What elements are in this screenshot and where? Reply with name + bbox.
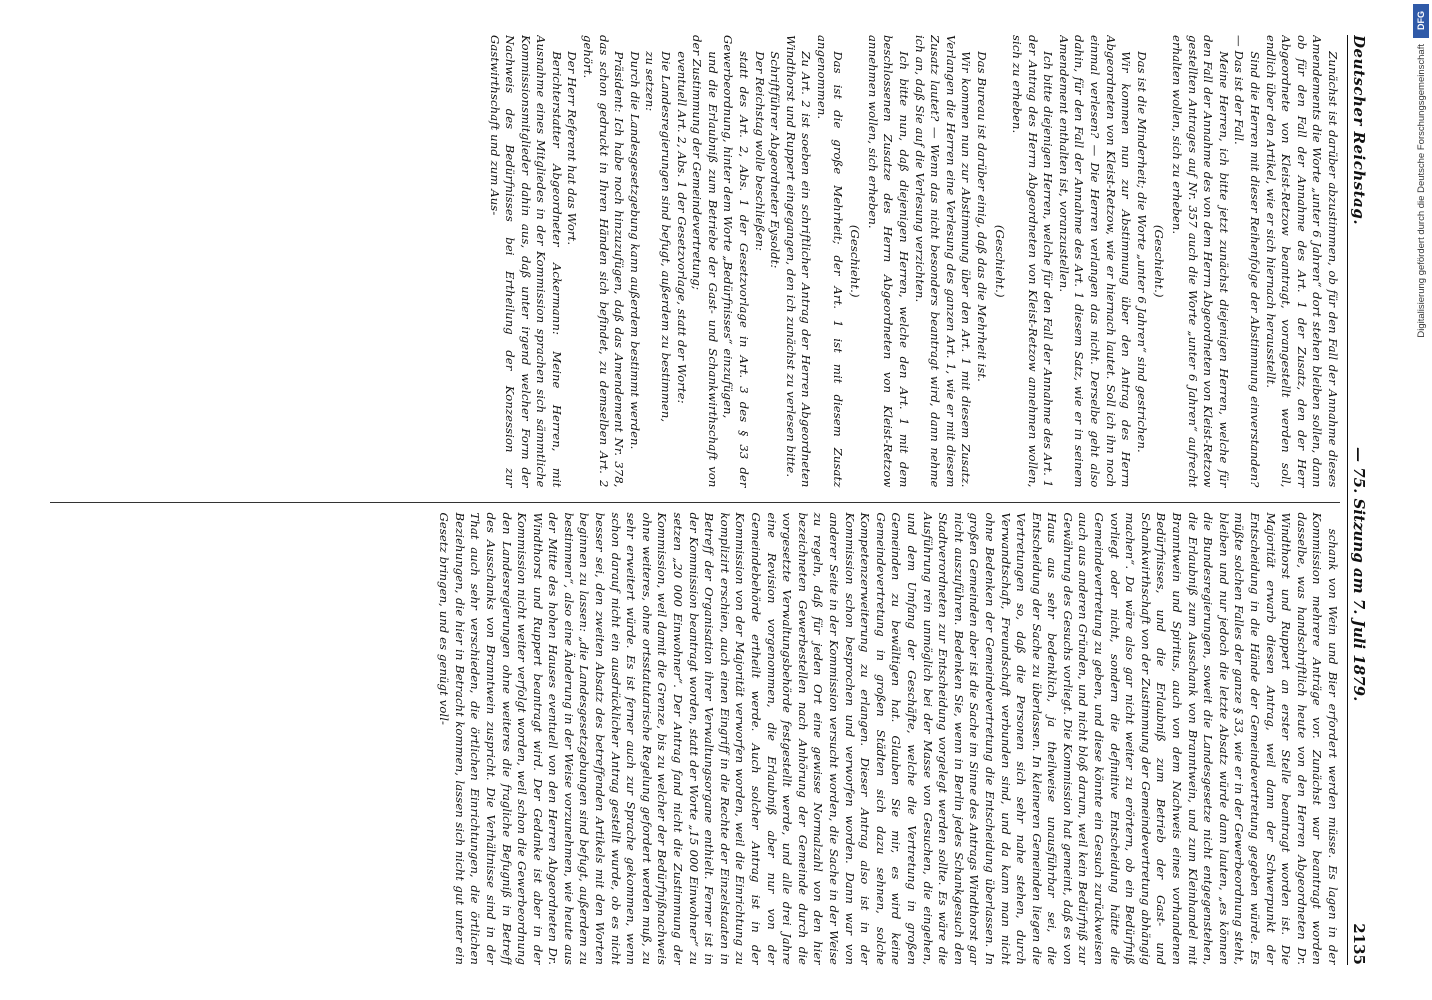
paragraph: (Geschieht.) (848, 224, 863, 298)
paragraph: und die Erlaubniß zum Betriebe der Gast- und Schankwirthschaft von der Zustimmung der Gemeindevertretung; (690, 35, 720, 488)
paragraph: Berichterstatter Abgeordneter Ackermann: Meine Herren, mit Ausnahme eines Mitgliedes in der Kommission sprachen sich sämmtliche Kommissionsmitglieder dahin aus, daß unter irgend welcher Form der Nachweis des Bedürfnisses bei Ertheilung der Konzession zur Gastwirthschaft und zum Aus- (487, 35, 564, 488)
paragraph: Das ist die große Mehrheit; der Art. 1 ist mit diesem Zusatz angenommen. (815, 35, 845, 488)
paragraph: Präsident: Ich habe noch hinzuzufügen, daß das Amendement Nr. 378, das schon gedruckt in Ihren Händen sich befindet, zu demselben Art. 2 gehört. (581, 35, 627, 488)
paragraph: (Geschieht.) (992, 224, 1007, 298)
document-page (50, 35, 1380, 965)
paragraph: Sind die Herren mit dieser Reihenfolge der Abstimmung einverstanden? — Das ist der Fall. (1232, 35, 1263, 488)
session-title: — 75. Sitzung am 7. Juli 1879. (1350, 447, 1368, 702)
paragraph: Zu Art. 2 ist soeben ein schriftlicher Antrag der Herren Abgeordneten Windthorst und Ruppert eingegangen, den ich zunächst zu verlesen bitte. (783, 35, 814, 488)
paragraph: Das ist die Minderheit; die Worte „unter 6 Jahren“ sind gestrichen. (1134, 51, 1149, 453)
paragraph: Ich bitte diejenigen Herren, welche für den Fall der Annahme des Art. 1 der Antrag des Herrn Abgeordneten von Kleist-Retzow annehmen wollen, sich zu erheben. (1010, 35, 1056, 488)
paragraph: Die Landesregierungen sind befugt, außerdem zu bestimmen, (659, 51, 674, 423)
paragraph: Wir kommen nun zur Abstimmung über den Art. 1 mit diesem Zusatz. Verlangen die Herren eine Verlesung des ganzen Art. 1, wie er mit diesem Zusatz lautet? — Wenn das nicht besonders beantragt wird, dann nehme ich an, daß Sie auf die Verlesung verzichten. (912, 35, 974, 488)
paragraph: zu setzen: (643, 51, 658, 112)
paragraph: Schriftführer Abgeordneter Eysoldt: (768, 51, 783, 269)
paragraph: Der Herr Referent hat das Wort. (565, 51, 580, 246)
running-head (1347, 35, 1380, 965)
paragraph: schank von Wein und Bier erfordert werden müsse. Es lagen in der Kommission mehrere Anträge vor. Zunächst war beantragt worden dasselbe, was handschriftlich heute von den Herren Abgeordneten Dr. Windthorst und Ruppert an erster Stelle beantragt worden ist. Die Majorität erwarb diesen Antrag, weil dann der Schwerpunkt der Entscheidung in die Hände der Gemeindevertretung gegeben würde. Es müßte solchen Falles der ganze § 33, wie er in der Gewerbeordnung steht, bleiben und nur jedoch die letzte Absatz würde dann lauten, „es können die Bundesregierungen, soweit die Landesgesetze nicht entgegenstehen, die Erlaubniß zum Ausschank von Branntwein, und zum Kleinhandel mit Branntwein und Spiritus, auch von dem Nachweis eines vorhandenen Bedürfnisses, und die Erlaubniß zum Betrieb der Gast- und Schankwirthschaft von der Zustimmung der Gemeindevertretung abhängig machen“. Da wäre also gar nicht weiter zu erörtern, ob ein Bedürfniß vorliegt oder nicht, sondern die definitive Entscheidung hätte die Gemeindevertretung zu geben, und diese könnte ein Gesuch zurückweisen auch aus anderen Gründen, und nicht bloß darum, weil kein Bedürfniß zur Gewährung des Gesuchs vorliegt. Die Kommission hat gemeint, daß es von Haus aus sehr bedenklich, ja theilweise unausführbar sei, die Entscheidung der Sache zu überlassen. In kleineren Gemeinden liegen die Vertretungen so, daß die Personen sich sehr nahe stehen, durch Verwandtschaft, Freundschaft verbunden sind, und da kann man nicht ohne Bedenken der Gemeindevertretung die Entscheidung überlassen. In großen Gemeinden aber ist die Sache im Sinne des Antrags Windthorst gar nicht auszuführen. Bedenken Sie, wenn in Berlin jedes Schankgesuch den Stadtverordneten zur Entscheidung vorgelegt werden sollte. Es wäre die Ausführung rein unmöglich bei der Masse von Gesuchen, die eingehen, und dem Umfang der Geschäfte, welche die Vertretung in großen Gemeinden zu bewältigen hat. Glauben Sie mir, es wird keine Gemeindevertretung in großen Städten sich dazu sehnen, solche Kompetenzerweiterung zu erlangen. Dieser Antrag also ist in der Kommission schon besprochen und verworfen worden. Dann war von anderer Seite in der Kommission versucht worden, die Sache in der Weise zu regeln, daß für jeden Ort eine gewisse Normalzahl von den hier bezeichneten Gewerbestellen nach Anhörung der Gemeinde durch die vorgesetzte Verwaltungsbehörde festgestellt werde, und alle drei Jahre eine Revision vorgenommen, die Erlaubniß aber nur von der Gemeindebehörde ertheilt werde. Auch solcher Antrag ist in der Kommission von der Majorität verworfen worden, weil die Einrichtung zu komplizirt erschien, auch einen Eingriff in die Rechte der Einzelstaaten in Betreff der Organisation ihrer Verwaltungsorgane enthielt. Ferner ist in der Kommission beantragt worden, statt der Worte „15 000 Einwohner“ zu setzen „20 000 Einwohner“. Der Antrag fand nicht die Zustimmung der Kommission, weil damit die Grenze, bis zu welcher der Bedürfnißnachweis ohne weiteres, ohne ortsstatutarische Regelung gefordert werden muß, zu sehr erweitert würde. Es ist ferner auch zur Sprache gekommen, wenn schon darauf nicht ein ausdrücklicher Antrag gestellt wurde, ob es nicht besser sei, den zweiten Absatz des betreffenden Artikels mit den Worten beginnen zu lassen: „die Landesgesetzgebungen sind befugt, außerdem zu bestimmen“, also eine Änderung in der Weise vorzunehmen, wie heute aus der Mitte des hohen Hauses eventuell von den Herren Abgeordneten Dr. Windthorst und Ruppert beantragt wird. Der Gedanke ist aber in der Kommission nicht weiter verfolgt worden, weil schon die Gewerbeordnung den Landesregierungen ohne weiteres die fragliche Befugniß in Betreff des Ausschanks von Branntwein zuspricht. Die Verhältnisse sind in der That auch sehr verschieden, die örtlichen Einrichtungen, die örtlichen Beziehungen, die hier in Betracht kommen, lassen sich nicht gut unter ein Gesetz bringen, und es genügt voll- (437, 512, 1340, 965)
paragraph: statt des Art. 2, Abs. 1 der Gesetzvorlage in Art. 3 des § 33 der Gewerbeordnung, hinter dem Worte „Bedürfnisses“ einzufügen, (721, 35, 752, 488)
paragraph: eventuell Art. 2, Abs. 1 der Gesetzvorlage, statt der Worte: (674, 51, 689, 404)
paragraph: (Geschieht.) (1152, 224, 1167, 298)
paragraph: Das Bureau ist darüber einig, daß das die Mehrheit ist. (974, 51, 989, 382)
dfg-logo: DFG (1413, 4, 1429, 38)
paragraph: Zunächst ist darüber abzustimmen, ob für den Fall der Annahme dieses Amendements die Worte „unter 6 Jahren“ dort stehen bleiben sollen, dann ob für den Fall der Annahme des Art. 1 der Zusatz, den der Herr Abgeordnete von Kleist-Retzow beantragt, vorangestellt werden soll, endlich über den Artikel, wie er sich hiernach herausstellt. (1263, 35, 1340, 488)
paragraph: Wir kommen nun zur Abstimmung über den Antrag des Herrn Abgeordneten von Kleist-Retzow, wie er hiernach lautet. Soll ich ihn noch einmal verlesen? — Die Herren verlangen das nicht. Derselbe geht also dahin, für den Fall der Annahme des Art. 1 diesem Satz, wie er in seinem Amendement enthalten ist, voranzustellen. (1056, 35, 1134, 488)
paragraph: Meine Herren, ich bitte jetzt zunächst diejenigen Herren, welche für den Fall der Annahme des von dem Herrn Abgeordneten von Kleist-Retzow gestellten Antrages auf Nr. 357 auch die Worte „unter 6 Jahren“ aufrecht erhalten wollen, sich zu erheben. (1170, 35, 1231, 488)
text-columns (50, 35, 1340, 965)
right-column (50, 502, 1340, 966)
left-column (50, 35, 1340, 488)
paragraph: Der Reichstag wolle beschließen: (752, 51, 767, 252)
paragraph: Ich bitte nun, daß diejenigen Herren, welche den Art. 1 mit dem beschlossenen Zusatze des Herrn Abgeordneten von Kleist-Retzow annehmen wollen, sich erheben. (865, 35, 911, 488)
dfg-credit-text: Digitalisierung gefördert durch die Deutsche Forschungsgemeinschaft (1415, 44, 1427, 338)
paragraph: Durch die Landesgesetzgebung kann außerdem bestimmt werden. (627, 51, 642, 450)
page-number: 2135 (1350, 923, 1368, 965)
digitization-credit (1410, 0, 1432, 1000)
publication-title: Deutscher Reichstag. (1350, 35, 1368, 226)
